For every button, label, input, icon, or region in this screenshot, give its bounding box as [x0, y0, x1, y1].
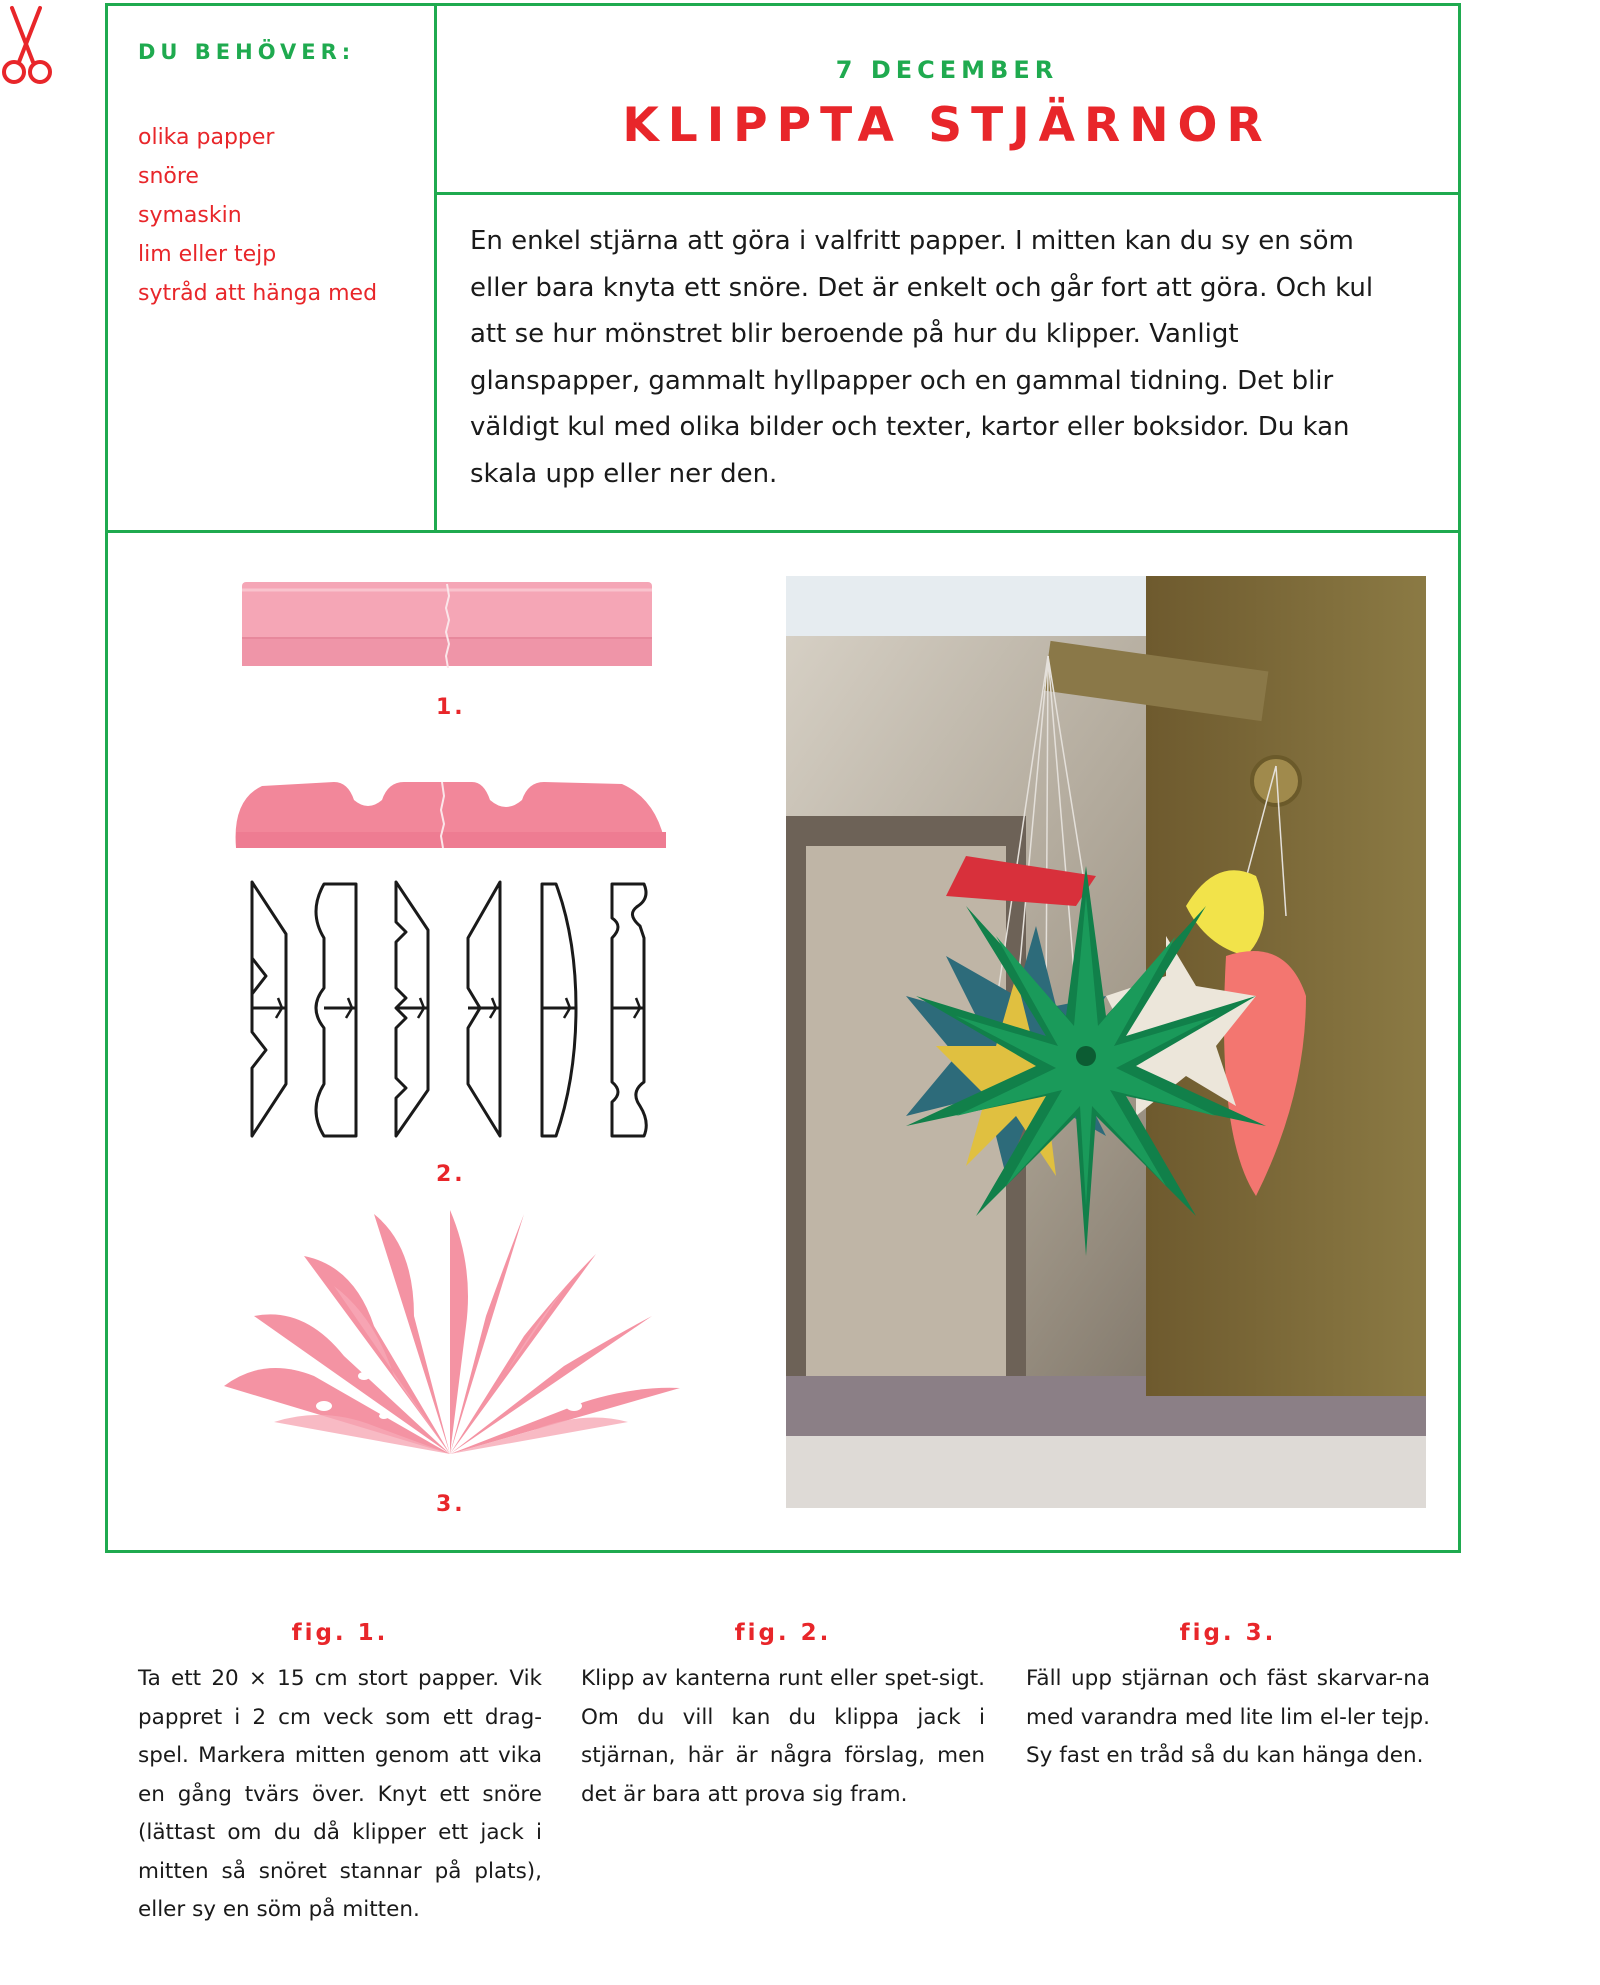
divider-title — [437, 192, 1458, 195]
step-number: 1. — [436, 695, 466, 720]
page-title: KLIPPTA STJÄRNOR — [622, 98, 1272, 153]
fig-text: Ta ett 20 × 15 cm stort papper. Vik pappret i 2 cm veck som ett drag-spel. Markera mitten genom att vika en gång tvärs över. Knyt ett snöre (lättast om du då klipper ett jack i mitten så snöret stannar på plats), eller sy en söm på mitten. — [138, 1666, 542, 1922]
intro-text: En enkel stjärna att göra i valfritt papper. I mitten kan du sy en söm eller bara knyta ett snöre. Det är enkelt och går fort att göra. Och kul att se hur mönstret blir beroende på hur du klipper. Vanligt glanspapper, gammalt hyllpapper och en gammal tidning. Det blir väldigt kul med olika bilder och texter, kartor eller boksidor. Du kan skala upp eller ner den. — [470, 226, 1374, 489]
step-number: 3. — [436, 1492, 466, 1517]
scissors-icon — [0, 4, 54, 86]
fig-3-column — [1026, 1620, 1430, 1776]
fig-text: Fäll upp stjärnan och fäst skarvar-na med varandra med lite lim el-ler tejp. Sy fast en tråd så du kan hänga den. — [1026, 1666, 1430, 1768]
fig-text: Klipp av kanterna runt eller spet-sigt. Om du vill kan du klippa jack i stjärnan, här är några förslag, men det är bara att prova sig fram. — [581, 1666, 985, 1807]
fig-2-column — [581, 1620, 985, 1814]
cut-paper-strip-image — [222, 770, 670, 852]
date-label: 7 DECEMBER — [835, 56, 1059, 84]
needs-item: lim eller tejp — [138, 242, 277, 267]
needs-heading: DU BEHÖVER: — [138, 40, 356, 64]
fig-1-column — [138, 1620, 542, 1930]
divider-vertical — [434, 6, 437, 530]
needs-item: symaskin — [138, 203, 242, 228]
folded-star-image — [204, 1206, 696, 1462]
needs-item: snöre — [138, 164, 199, 189]
step-number: 2. — [436, 1162, 466, 1187]
divider-middle — [108, 530, 1458, 533]
needs-item: olika papper — [138, 125, 275, 150]
needs-list — [138, 118, 377, 313]
folded-paper-strip-image — [238, 578, 658, 672]
fig-caption: fig. 2. — [734, 1620, 832, 1646]
fig-caption: fig. 1. — [291, 1620, 389, 1646]
fig-caption: fig. 3. — [1179, 1620, 1277, 1646]
needs-item: sytråd att hänga med — [138, 281, 378, 306]
cut-pattern-outlines — [246, 878, 656, 1142]
hanging-stars-photo — [786, 576, 1426, 1508]
